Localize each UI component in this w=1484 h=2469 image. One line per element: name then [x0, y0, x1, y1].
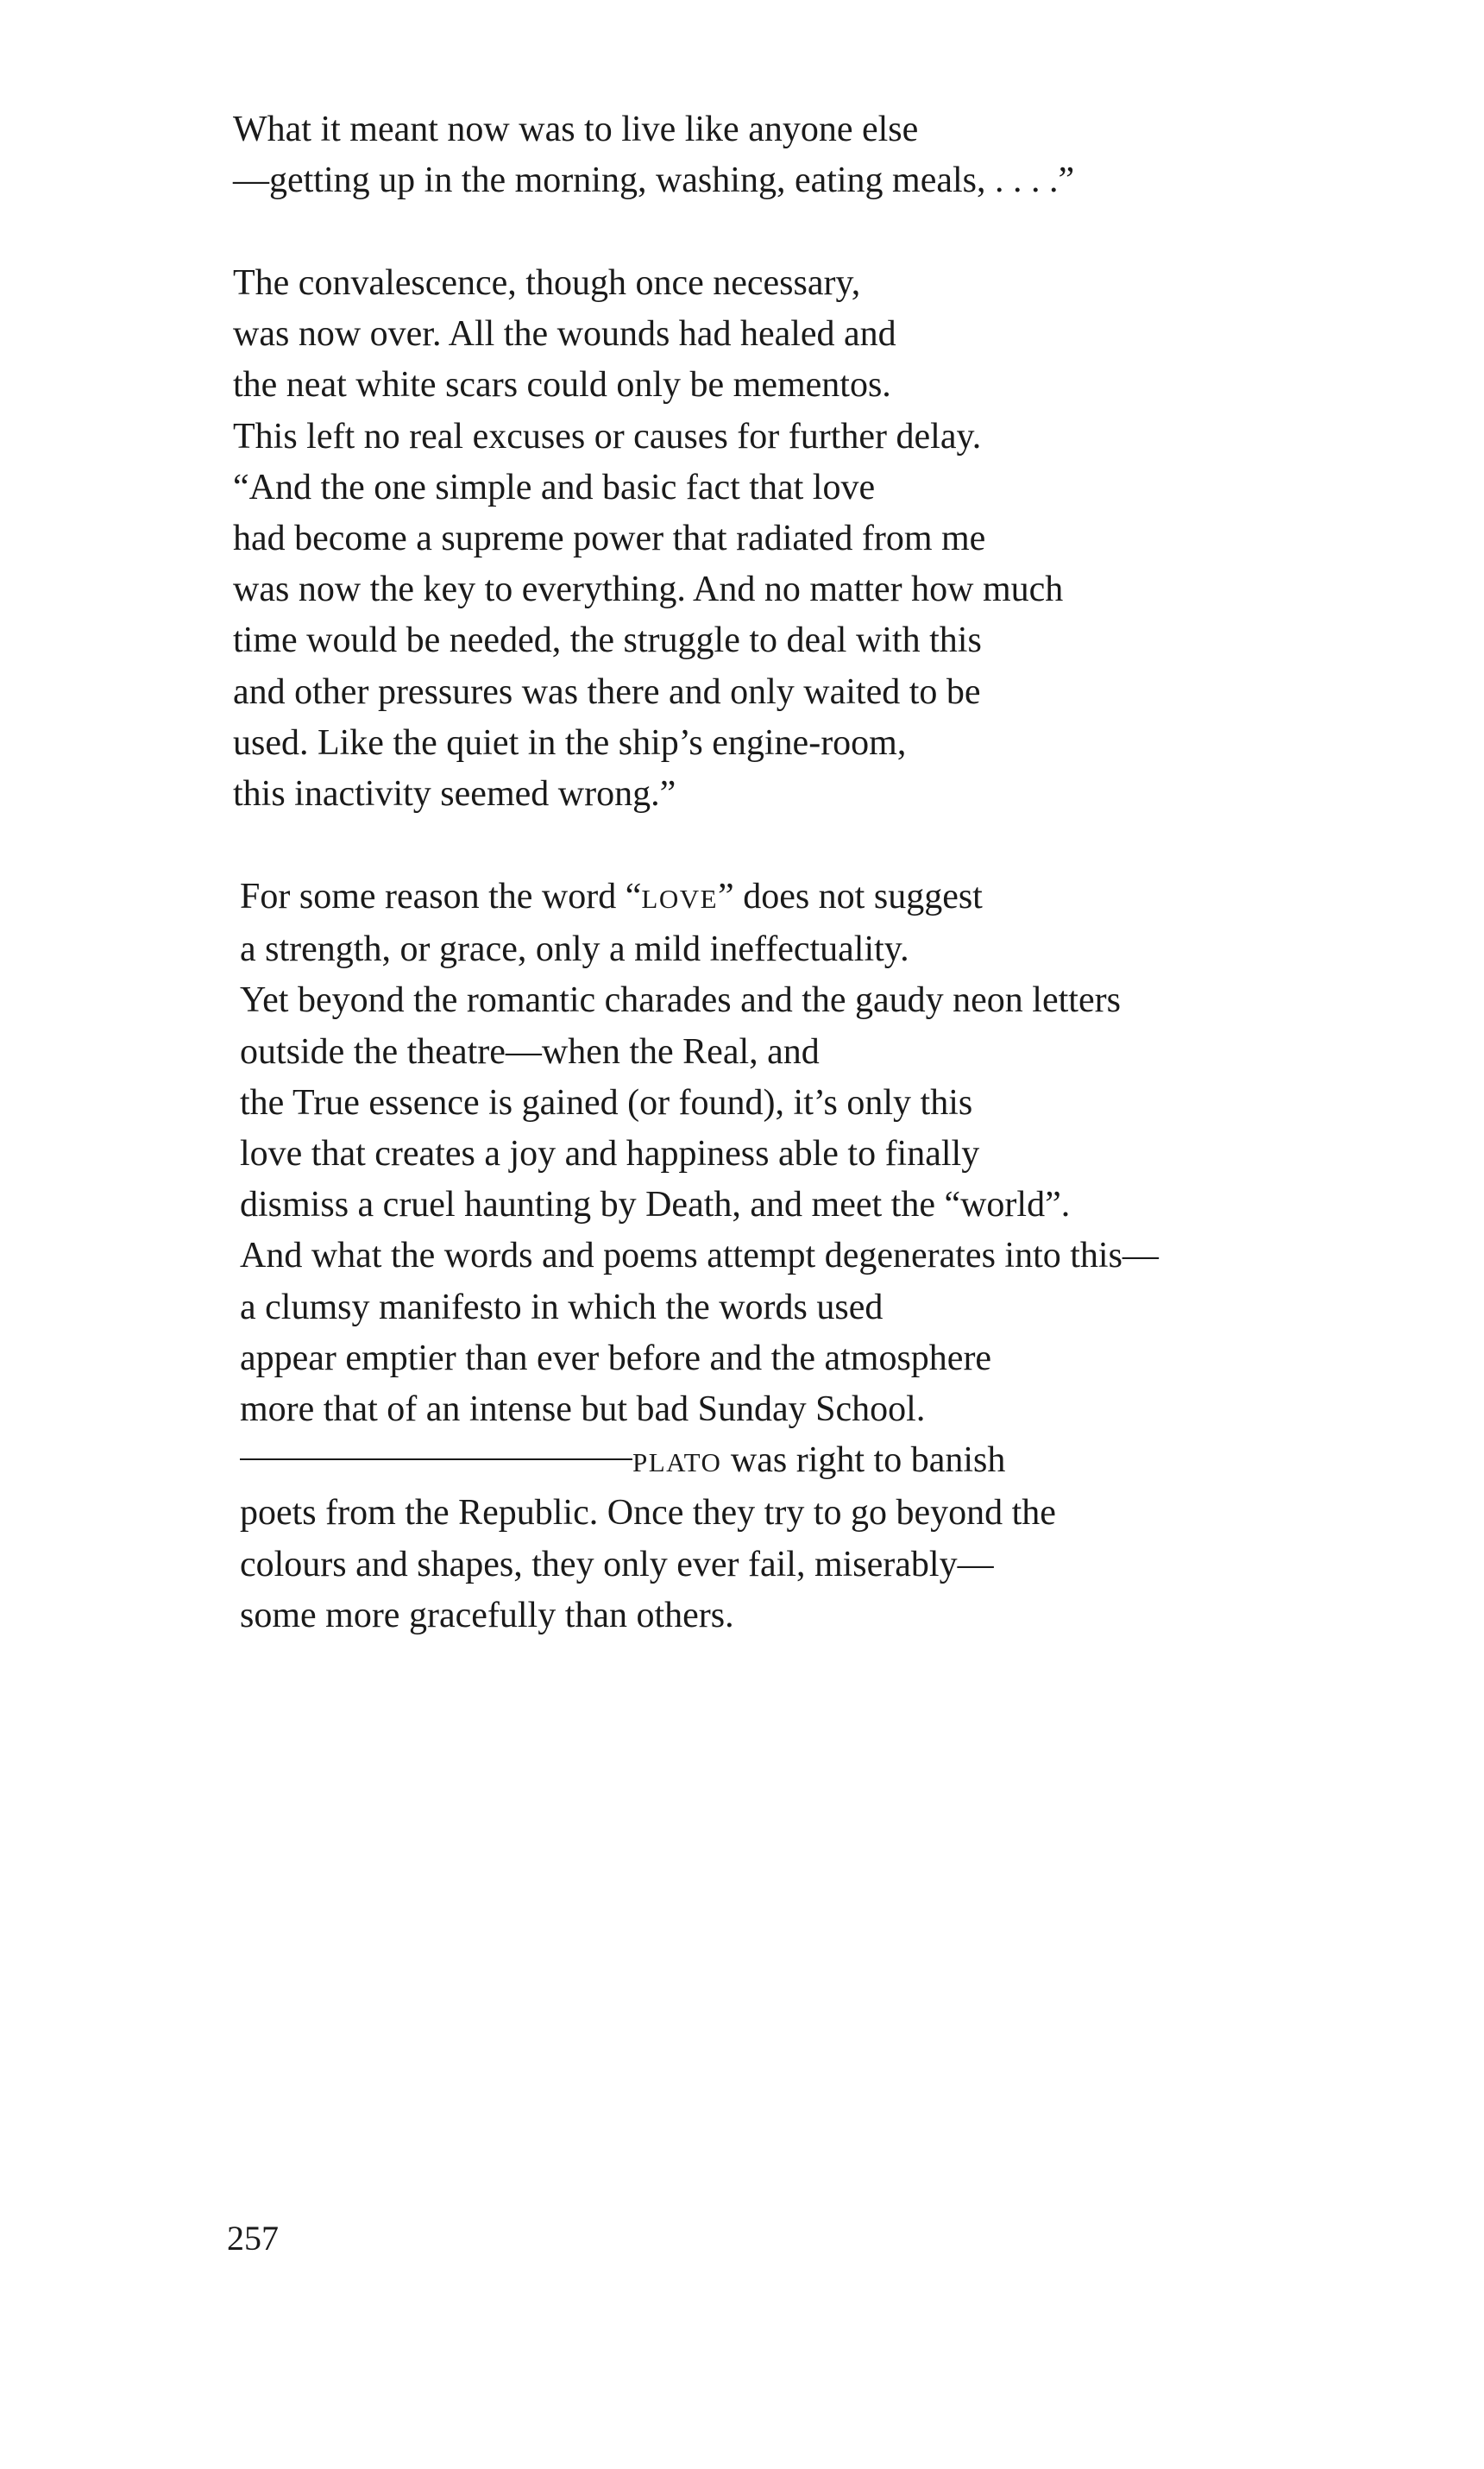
stanza-1 [233, 104, 1355, 206]
stanza-2 [233, 258, 1355, 820]
poem-line: and other pressures was there and only waited to be [233, 671, 981, 712]
poem-line: had become a supreme power that radiated from me [233, 519, 986, 559]
dash-rule [240, 1458, 632, 1460]
poem-line: was now the key to everything. And no matter how much [233, 570, 1064, 610]
poem-line: a clumsy manifesto in which the words used [240, 1287, 883, 1327]
poem-line: Yet beyond the romantic charades and the gaudy neon letters [240, 980, 1121, 1021]
line-text: was right to banish [721, 1440, 1006, 1481]
poem-line: this inactivity seemed wrong.” [233, 774, 676, 815]
poem-line: outside the theatre—when the Real, and [240, 1031, 820, 1072]
poem-line: love that creates a joy and happiness able to finally [240, 1134, 980, 1175]
poem-line: the True essence is gained (or found), it’s only this [240, 1082, 973, 1123]
poem-line: What it meant now was to live like anyone else [233, 110, 919, 149]
poem-line: “And the one simple and basic fact that love [233, 467, 876, 507]
poem-line: colours and shapes, they only ever fail, miserably— [240, 1544, 994, 1584]
poem-line: poets from the Republic. Once they try to go beyond the [240, 1493, 1056, 1534]
poem-line: time would be needed, the struggle to deal with this [233, 620, 982, 661]
poem-line: the neat white scars could only be mementos. [233, 365, 891, 406]
poem-line: was now over. All the wounds had healed and [233, 314, 896, 355]
poem-line: dismiss a cruel haunting by Death, and meet the “world”. [240, 1185, 1071, 1225]
poem-line [240, 872, 1361, 924]
poem-line: some more gracefully than others. [240, 1595, 734, 1635]
poem-line: —getting up in the morning, washing, eating meals, . . . .” [233, 161, 1075, 201]
line-text: For some reason the word “ [240, 877, 642, 916]
poem-line: more that of an intense but bad Sunday School. [240, 1389, 926, 1430]
small-caps-word: PLATO [632, 1447, 722, 1478]
page-number: 257 [227, 2219, 279, 2258]
line-text: ” does not suggest [718, 877, 983, 916]
poem-line: used. Like the quiet in the ship’s engine-room, [233, 722, 907, 763]
poem-line: The convalescence, though once necessary, [233, 263, 861, 303]
poem-line: This left no real excuses or causes for further delay. [233, 416, 982, 457]
poem-line: And what the words and poems attempt degenerates into this— [240, 1236, 1159, 1276]
poem-line: appear emptier than ever before and the atmosphere [240, 1338, 992, 1378]
small-caps-word: LOVE [641, 884, 719, 914]
poem-line: a strength, or grace, only a mild ineffectuality. [240, 929, 909, 970]
poem-line [240, 1435, 1361, 1488]
stanza-3 [240, 872, 1361, 1641]
